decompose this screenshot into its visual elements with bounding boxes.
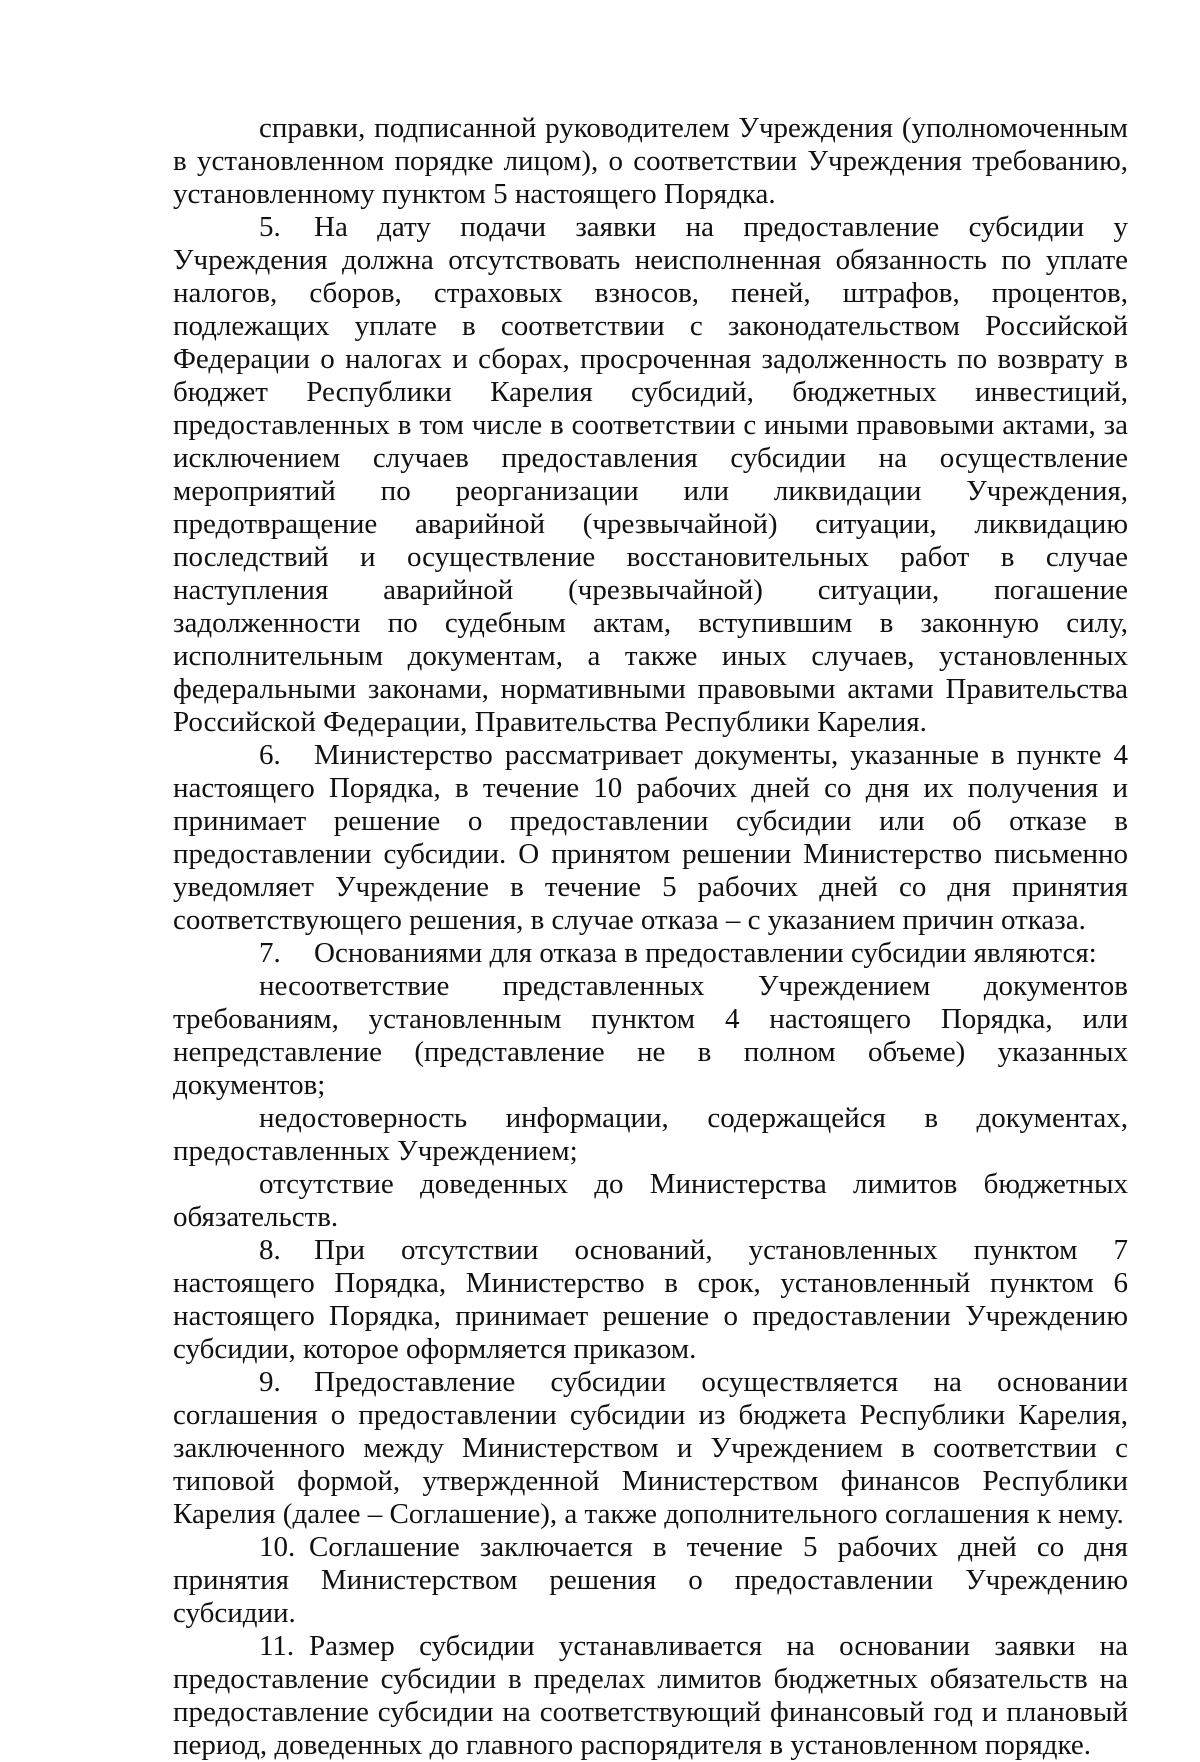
clause-text: Предоставление субсидии осуществляется на основании соглашения о предоставлении субсидии из бюджета Республики Карелия, заключенного между Министерством и Учреждением в соответствии с типовой формой, утвержденной Министерством финансов Республики Карелия (далее – Соглашение), а также дополнительного соглашения к нему. [173,1366,1128,1530]
clause-text: Основаниями для отказа в предоставлении субсидии являются: [314,937,1097,969]
clause-text: На дату подачи заявки на предоставление субсидии у Учреждения должна отсутствовать неисполненная обязанность по уплате налогов, сборов, страховых взносов, пеней, штрафов, процентов, подлежащих уплате в соответствии с законодательством Российской Федерации о налогах и сборах, просроченная задолженность по возврату в бюджет Республики Карелия субсидий, бюджетных инвестиций, предоставленных в том числе в соответствии с иными правовыми актами, за исключением случаев предоставления субсидии на осуществление мероприятий по реорганизации или ликвидации Учреждения, предотвращение аварийной (чрезвычайной) ситуации, ликвидацию последствий и осуществление восстановительных работ в случае наступления аварийной (чрезвычайной) ситуации, погашение задолженности по судебным актам, вступившим в законную силу, исполнительным документам, а также иных случаев, установленных федеральными законами, нормативными правовыми актами Правительства Российской Федерации, Правительства Республики Карелия. [173,211,1128,738]
clause-11 [173,1630,1128,1762]
clause-10 [173,1531,1128,1630]
clause-number: 9. [259,1366,281,1398]
clause-text: Министерство рассматривает документы, указанные в пункте 4 настоящего Порядка, в течение 10 рабочих дней со дня их получения и принимает решение о предоставлении субсидии или об отказе в предоставлении субсидии. О принятом решении Министерство письменно уведомляет Учреждение в течение 5 рабочих дней со дня принятия соответствующего решения, в случае отказа – с указанием причин отказа. [173,739,1128,936]
clause-7 [173,937,1128,970]
clause-number: 7. [259,937,281,969]
clause-number: 5. [259,211,281,243]
clause-9 [173,1366,1128,1531]
clause-6 [173,739,1128,937]
refusal-ground-3: отсутствие доведенных до Министерства лимитов бюджетных обязательств. [173,1168,1128,1233]
document-page [173,112,1128,1762]
clause-8 [173,1234,1128,1366]
clause-text: При отсутствии оснований, установленных пунктом 7 настоящего Порядка, Министерство в срок, установленный пунктом 6 настоящего Порядка, принимает решение о предоставлении Учреждению субсидии, которое оформляется приказом. [173,1234,1128,1365]
clause-number: 10. [259,1531,296,1563]
clause-text: Соглашение заключается в течение 5 рабочих дней со дня принятия Министерством решения о предоставлении Учреждению субсидии. [173,1531,1128,1629]
refusal-ground-1: несоответствие представленных Учреждением документов требованиям, установленным пунктом 4 настоящего Порядка, или непредставление (представление не в полном объеме) указанных документов; [173,970,1128,1101]
clause-number: 11. [259,1630,295,1662]
continuation-paragraph: справки, подписанной руководителем Учреждения (уполномоченным в установленном порядке лицом), о соответствии Учреждения требованию, установленному пунктом 5 настоящего Порядка. [173,112,1128,210]
clause-text: Размер субсидии устанавливается на основании заявки на предоставление субсидии в пределах лимитов бюджетных обязательств на предоставление субсидии на соответствующий финансовый год и плановый период, доведенных до главного распорядителя в установленном порядке. [173,1630,1128,1761]
clause-5 [173,211,1128,739]
clause-number: 6. [259,739,281,771]
clause-number: 8. [259,1234,281,1266]
refusal-ground-2: недостоверность информации, содержащейся в документах, предоставленных Учреждением; [173,1102,1128,1167]
